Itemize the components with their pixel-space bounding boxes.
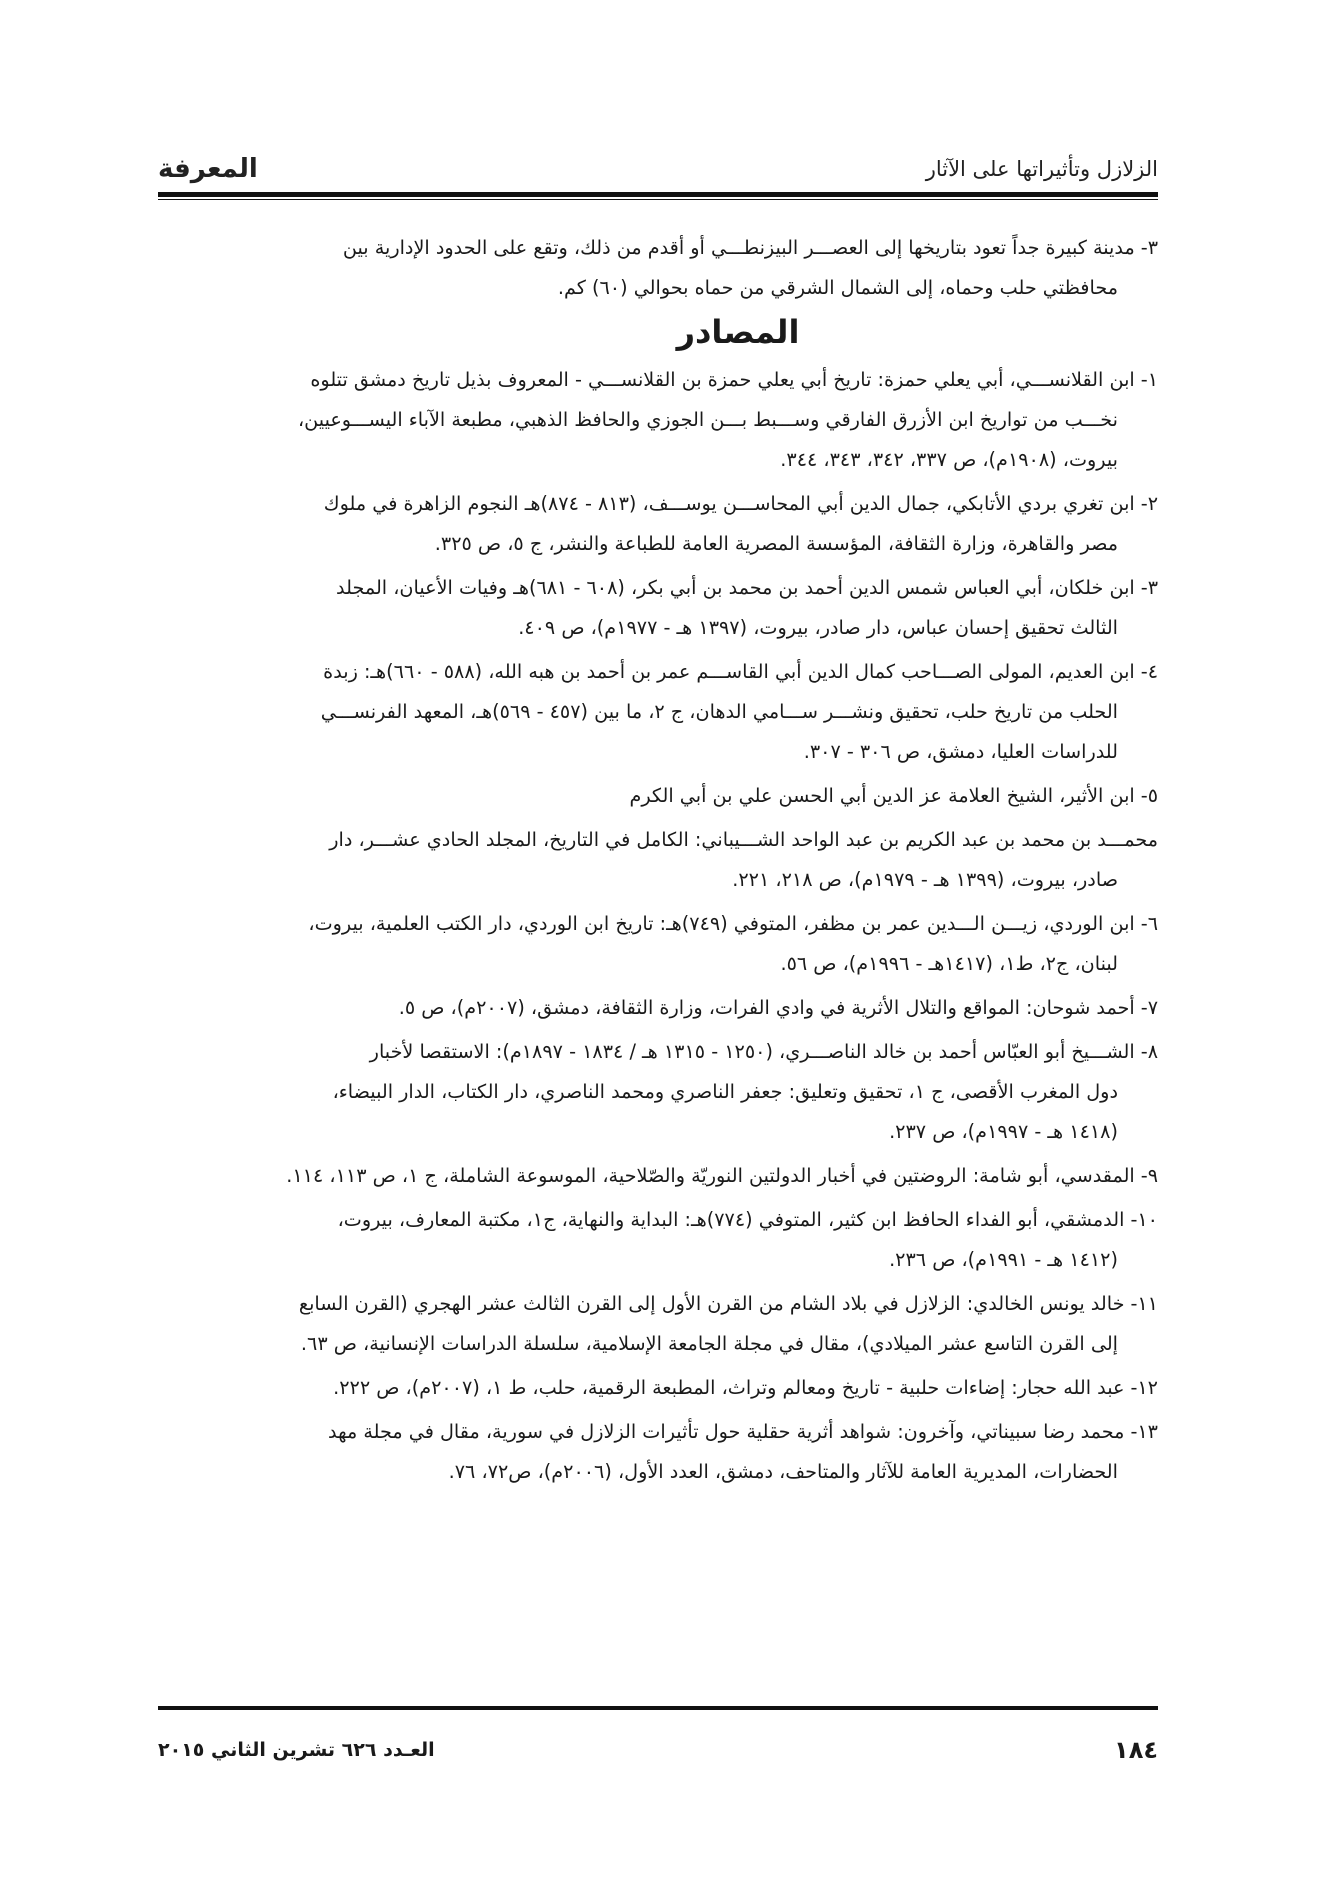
- footnote-text: مدينة كبيرة جداً تعود بتاريخها إلى العصـــر البيزنطـــي أو أقدم من ذلك، وتقع على الحدود الإدارية بين: [342, 236, 1135, 259]
- reference-text-cont: الحضارات، المديرية العامة للآثار والمتاحف، دمشق، العدد الأول، (٢٠٠٦م)، ص٧٢، ٧٦.: [448, 1460, 1118, 1483]
- reference-text-cont: صادر، بيروت، (١٣٩٩ هـ - ١٩٧٩م)، ص ٢١٨، ٢٢١.: [732, 868, 1118, 891]
- reference-number: ١-: [1140, 368, 1158, 391]
- page-content: [158, 228, 1158, 1496]
- reference-text: عبد الله حجار: إضاءات حلبية - تاريخ ومعالم وتراث، المطبعة الرقمية، حلب، ط ١، (٢٠٠٧م)، ص ٢٢٢.: [333, 1376, 1125, 1399]
- reference-item: [158, 988, 1158, 1028]
- reference-text-cont: (١٤١٢ هـ - ١٩٩١م)، ص ٢٣٦.: [889, 1248, 1118, 1271]
- reference-text: محمـــد بن محمد بن عبد الكريم بن عبد الواحد الشـــيباني: الكامل في التاريخ، المجلد الحادي عشـــر، دار: [329, 828, 1158, 851]
- reference-number: ٢-: [1140, 492, 1158, 515]
- reference-text-cont: الحلب من تاريخ حلب، تحقيق ونشـــر ســـامي الدهان، ج ٢، ما بين (٤٥٧ - ٥٦٩)هـ، المعهد الفرنســـي: [320, 700, 1118, 723]
- reference-item: [158, 1156, 1158, 1196]
- reference-text-cont: نخـــب من تواريخ ابن الأزرق الفارقي وســـبط بـــن الجوزي والحافظ الذهبي، مطبعة الآباء اليســـوعيين،: [297, 408, 1118, 431]
- reference-number: ١٣-: [1130, 1420, 1158, 1443]
- section-title: المصادر: [676, 313, 800, 351]
- reference-text: ابن تغري بردي الأتابكي، جمال الدين أبي المحاســـن يوســـف، (٨١٣ - ٨٧٤)هـ النجوم الزاهرة في ملوك: [323, 492, 1135, 515]
- reference-text-cont: إلى القرن التاسع عشر الميلادي)، مقال في مجلة الجامعة الإسلامية، سلسلة الدراسات الإنسانية، ص ٦٣.: [300, 1332, 1118, 1355]
- journal-logo: المعرفة: [158, 154, 258, 184]
- reference-text-cont: لبنان، ج٢، ط١، (١٤١٧هـ - ١٩٩٦م)، ص ٥٦.: [780, 952, 1118, 975]
- footnote-number: ٣-: [1140, 236, 1158, 259]
- page-footer: [158, 1732, 1158, 1768]
- reference-text: الشـــيخ أبو العبّاس أحمد بن خالد الناصـــري، (١٢٥٠ - ١٣١٥ هـ / ١٨٣٤ - ١٨٩٧م): الاستقصا لأخبار: [369, 1040, 1135, 1063]
- reference-number: ٨-: [1140, 1040, 1158, 1063]
- reference-text: محمد رضا سبيناتي، وآخرون: شواهد أثرية حقلية حول تأثيرات الزلازل في سورية، مقال في مجلة مهد: [328, 1420, 1125, 1443]
- footnote-text-cont: محافظتي حلب وحماه، إلى الشمال الشرقي من حماه بحوالي (٦٠) كم.: [557, 276, 1118, 299]
- reference-number: ٥-: [1140, 784, 1158, 807]
- page-number: ١٨٤: [1114, 1736, 1158, 1764]
- reference-text-cont: الثالث تحقيق إحسان عباس، دار صادر، بيروت، (١٣٩٧ هـ - ١٩٧٧م)، ص ٤٠٩.: [518, 616, 1118, 639]
- reference-text: المقدسي، أبو شامة: الروضتين في أخبار الدولتين النوريّة والصّلاحية، الموسوعة الشاملة، ج ١، ص ١١٣، ١١٤.: [286, 1164, 1135, 1187]
- reference-item-continuation: [158, 820, 1158, 900]
- references-list: [158, 360, 1158, 1492]
- header-rule: [158, 192, 1158, 197]
- reference-item: [158, 1032, 1158, 1152]
- reference-item: [158, 652, 1158, 772]
- footer-rule: [158, 1706, 1158, 1710]
- header-rule-thin: [158, 199, 1158, 200]
- running-title: الزلازل وتأثيراتها على الآثار: [925, 157, 1158, 181]
- reference-item: [158, 1284, 1158, 1364]
- reference-number: ١٠-: [1130, 1208, 1158, 1231]
- reference-number: ٣-: [1140, 576, 1158, 599]
- reference-item: [158, 1368, 1158, 1408]
- reference-number: ١٢-: [1130, 1376, 1158, 1399]
- reference-item: [158, 360, 1158, 480]
- reference-item: [158, 904, 1158, 984]
- reference-text: ابن العديم، المولى الصـــاحب كمال الدين أبي القاســـم عمر بن أحمد بن هبه الله، (٥٨٨ - ٦٦٠)هـ: زبدة: [323, 660, 1135, 683]
- reference-item: [158, 776, 1158, 816]
- footnote-3: [158, 228, 1158, 308]
- reference-text: أحمد شوحان: المواقع والتلال الأثرية في وادي الفرات، وزارة الثقافة، دمشق، (٢٠٠٧م)، ص ٥.: [398, 996, 1135, 1019]
- reference-number: ١١-: [1130, 1292, 1158, 1315]
- reference-item: [158, 484, 1158, 564]
- reference-text-cont: مصر والقاهرة، وزارة الثقافة، المؤسسة المصرية العامة للطباعة والنشر، ج ٥، ص ٣٢٥.: [434, 532, 1118, 555]
- reference-number: ٦-: [1140, 912, 1158, 935]
- reference-number: ٤-: [1140, 660, 1158, 683]
- reference-text-cont: بيروت، (١٩٠٨م)، ص ٣٣٧، ٣٤٢، ٣٤٣، ٣٤٤.: [780, 448, 1118, 471]
- reference-text-cont: (١٤١٨ هـ - ١٩٩٧م)، ص ٢٣٧.: [889, 1120, 1118, 1143]
- reference-text: ابن خلكان، أبي العباس شمس الدين أحمد بن محمد بن أبي بكر، (٦٠٨ - ٦٨١)هـ وفيات الأعيان، المجلد: [336, 576, 1135, 599]
- page-header: [158, 148, 1158, 190]
- reference-text: الدمشقي، أبو الفداء الحافظ ابن كثير، المتوفي (٧٧٤)هـ: البداية والنهاية، ج١، مكتبة المعارف، بيروت،: [337, 1208, 1125, 1231]
- reference-item: [158, 1200, 1158, 1280]
- reference-text-cont: دول المغرب الأقصى، ج ١، تحقيق وتعليق: جعفر الناصري ومحمد الناصري، دار الكتاب، الدار البيضاء،: [332, 1080, 1118, 1103]
- issue-label: العـدد ٦٢٦ تشرين الثاني ٢٠١٥: [158, 1739, 435, 1761]
- reference-text: خالد يونس الخالدي: الزلازل في بلاد الشام من القرن الأول إلى القرن الثالث عشر الهجري (القرن السابع: [298, 1292, 1125, 1315]
- reference-item: [158, 1412, 1158, 1492]
- reference-text: ابن الوردي، زيـــن الـــدين عمر بن مظفر، المتوفي (٧٤٩)هـ: تاريخ ابن الوردي، دار الكتب العلمية، بيروت،: [308, 912, 1135, 935]
- reference-text: ابن الأثير، الشيخ العلامة عز الدين أبي الحسن علي بن أبي الكرم: [629, 784, 1135, 807]
- reference-number: ٧-: [1140, 996, 1158, 1019]
- reference-item: [158, 568, 1158, 648]
- reference-text-cont: للدراسات العليا، دمشق، ص ٣٠٦ - ٣٠٧.: [803, 740, 1118, 763]
- reference-number: ٩-: [1140, 1164, 1158, 1187]
- reference-text: ابن القلانســـي، أبي يعلي حمزة: تاريخ أبي يعلي حمزة بن القلانســـي - المعروف بذيل تاريخ دمشق تتلوه: [310, 368, 1135, 391]
